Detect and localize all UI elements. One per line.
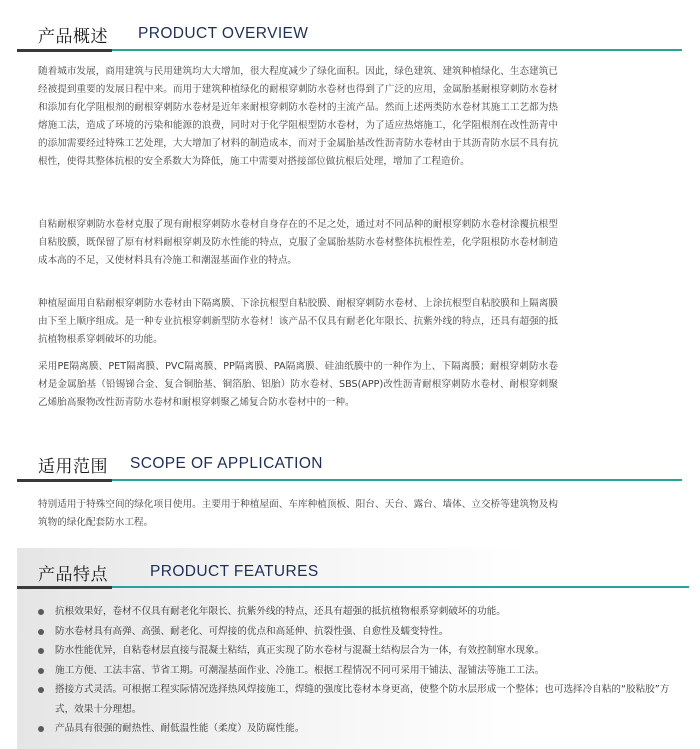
overview-rule — [17, 49, 682, 51]
overview-paragraph-3: 种植屋面用自粘耐根穿刺防水卷材由下隔离膜、下涂抗根型自粘胶膜、耐根穿刺防水卷材、上涂抗根型自粘胶膜和上隔离膜由下至上顺序组成。是一种专业抗根穿刺新型防水卷材！该产品不仅具有耐老化年限长、抗紫外线的特点，还具有超强的抵抗植物根系穿刺破坏的功能。 — [38, 298, 558, 345]
features-rule — [17, 586, 689, 588]
bullet-icon — [38, 648, 44, 654]
bullet-icon — [38, 726, 44, 732]
bullet-icon — [38, 609, 44, 615]
feature-text: 产品具有很强的耐热性、耐低温性能（柔度）及防腐性能。 — [55, 723, 305, 734]
bullet-icon — [38, 629, 44, 635]
scope-rule — [17, 479, 682, 481]
features-list — [38, 602, 678, 739]
feature-text: 搭接方式灵活。可根据工程实际情况选择热风焊接施工，焊缝的强度比卷材本身更高，使整个防水层形成一个整体；也可选择冷自粘的“胶粘胶”方式，效果十分理想。 — [55, 684, 670, 715]
scope-paragraph: 特别适用于特殊空间的绿化项目使用。主要用于种植屋面、车库种植顶板、阳台、天台、露台、墙体、立交桥等建筑物及构筑物的绿化配套防水工程。 — [38, 499, 558, 528]
feature-item — [38, 661, 678, 681]
overview-title-cn: 产品概述 — [38, 27, 108, 47]
overview-rule-accent — [17, 49, 112, 52]
overview-title-en: PRODUCT OVERVIEW — [138, 25, 309, 42]
scope-title-en: SCOPE OF APPLICATION — [130, 455, 323, 472]
feature-text: 抗根效果好，卷材不仅具有耐老化年限长、抗紫外线的特点，还具有超强的抵抗植物根系穿刺破坏的功能。 — [55, 606, 506, 617]
feature-text: 防水卷材具有高弹、高强、耐老化、可焊接的优点和高延伸、抗裂性强、自愈性及蠕变特性。 — [55, 625, 449, 637]
feature-text: 防水性能优异，自粘卷材层直接与混凝土粘结，真正实现了防水卷材与混凝土结构层合为一体，有效控制窜水现象。 — [55, 645, 545, 656]
overview-paragraph-1: 随着城市发展，商用建筑与民用建筑均大大增加，很大程度减少了绿化面积。因此，绿色建筑、建筑种植绿化、生态建筑已经被提到重要的发展日程中来。而用于建筑种植绿化的耐根穿刺防水卷材也得到了广泛的应用，金属胎基耐根穿刺防水卷材和添加有化学阻根剂的耐根穿刺防水卷材是近年来耐根穿刺防水卷材的主流产品。然而上述两类防水卷材其施工工艺都为热熔施工法，造成了环境的污染和能源的浪费，同时对于化学阻根型防水卷材，为了适应热熔施工，化学阻根剂在改性沥青中的添加需要经过特殊工艺处理，大大增加了材料的制造成本，而对于金属胎基改性沥青防水卷材由于其沥青防水层不具有抗根性，使得其整体抗根的安全系数大为降低，施工中需要对搭接部位做抗根后处理，增加了工程造价。 — [38, 66, 558, 167]
feature-item — [38, 602, 678, 622]
feature-item — [38, 719, 678, 739]
feature-text: 施工方便、工法丰富、节省工期。可潮湿基面作业、冷施工。根据工程情况不同可采用干铺法、湿铺法等施工工法。 — [55, 664, 545, 676]
bullet-icon — [38, 687, 44, 693]
feature-item — [38, 622, 678, 642]
features-rule-accent — [17, 586, 112, 589]
feature-item — [38, 641, 678, 661]
overview-paragraph-2: 自粘耐根穿刺防水卷材克服了现有耐根穿刺防水卷材自身存在的不足之处，通过对不同品种的耐根穿刺防水卷材涂覆抗根型自粘胶膜，既保留了原有材料耐根穿刺及防水性能的特点，克服了金属胎基防水卷材整体抗根性差，化学阻根防水卷材制造成本高的不足，又使材料具有冷施工和潮湿基面作业的特点。 — [38, 219, 558, 266]
scope-rule-accent — [17, 479, 112, 482]
bullet-icon — [38, 668, 44, 674]
features-title-en: PRODUCT FEATURES — [150, 563, 319, 580]
scope-title-cn: 适用范围 — [38, 457, 108, 477]
overview-paragraph-4: 采用PE隔离膜、PET隔离膜、PVC隔离膜、PP隔离膜、PA隔离膜、硅油纸膜中的一种作为上、下隔离膜；耐根穿刺防水卷材是金属胎基（铅锡锑合金、复合铜胎基、铜箔胎、铝胎）防水卷材、SBS(APP)改性沥青耐根穿刺防水卷材、耐根穿刺聚乙烯胎高聚物改性沥青防水卷材和耐根穿刺聚乙烯复合防水卷材中的一种。 — [38, 361, 558, 408]
features-title-cn: 产品特点 — [38, 565, 108, 585]
feature-item — [38, 680, 678, 719]
